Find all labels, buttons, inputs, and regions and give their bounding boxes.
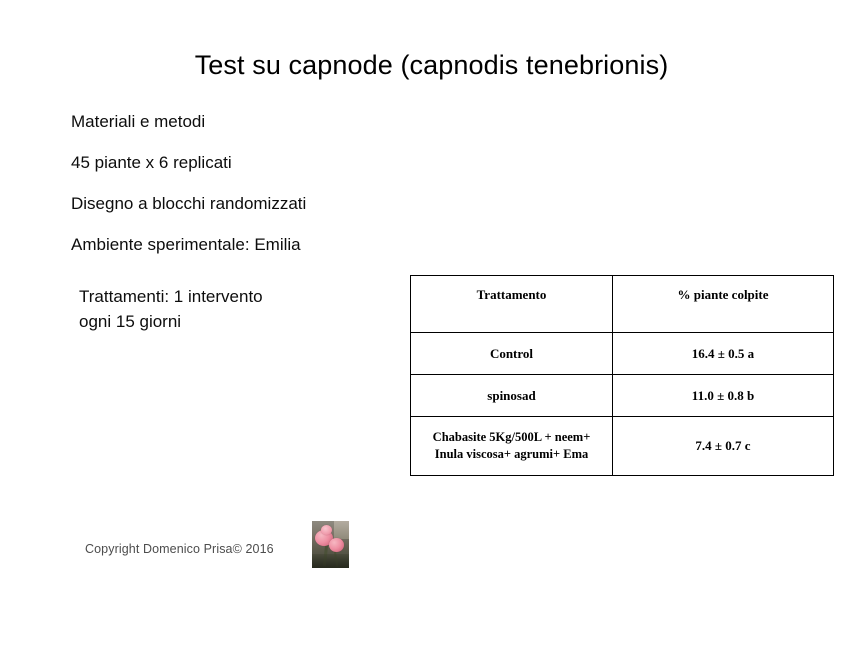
body-line-piante-replicati: 45 piante x 6 replicati	[71, 153, 232, 172]
page-title: Test su capnode (capnodis tenebrionis)	[194, 50, 669, 81]
cell-treatment-spinosad: spinosad	[411, 375, 613, 417]
treatments-line-1: Trattamenti: 1 intervento	[79, 287, 263, 306]
table-header-treatment: Trattamento	[411, 276, 613, 333]
body-line-materiali: Materiali e metodi	[71, 112, 206, 131]
table-header-row	[411, 276, 834, 333]
materials-and-methods-block	[71, 111, 401, 256]
cell-treatment-chabasite	[411, 417, 613, 476]
table-row	[411, 375, 834, 417]
table-row	[411, 333, 834, 375]
copyright-notice: Copyright Domenico Prisa© 2016	[85, 542, 274, 556]
treatments-block	[79, 284, 389, 334]
cell-treatment-chabasite-line1: Chabasite 5Kg/500L + neem+	[432, 430, 591, 444]
results-table-container	[410, 275, 833, 476]
cell-treatment-chabasite-line2: Inula viscosa+ agrumi+ Ema	[434, 447, 589, 461]
treatments-line-2: ogni 15 giorni	[79, 312, 182, 331]
body-line-disegno-blocchi: Disegno a blocchi randomizzati	[71, 194, 307, 213]
photo-foliage-shadow	[312, 554, 349, 568]
cell-value-spinosad: 11.0 ± 0.8 b	[613, 375, 834, 417]
table-row	[411, 417, 834, 476]
cell-value-chabasite: 7.4 ± 0.7 c	[613, 417, 834, 476]
photo-blossom	[329, 538, 344, 552]
cactus-blossom-photo	[312, 521, 349, 568]
body-line-ambiente: Ambiente sperimentale: Emilia	[71, 235, 301, 254]
results-table	[410, 275, 834, 476]
photo-sky-region	[334, 521, 349, 539]
cell-treatment-control: Control	[411, 333, 613, 375]
cell-value-control: 16.4 ± 0.5 a	[613, 333, 834, 375]
table-header-value: % piante colpite	[613, 276, 834, 333]
photo-blossom	[321, 525, 332, 535]
